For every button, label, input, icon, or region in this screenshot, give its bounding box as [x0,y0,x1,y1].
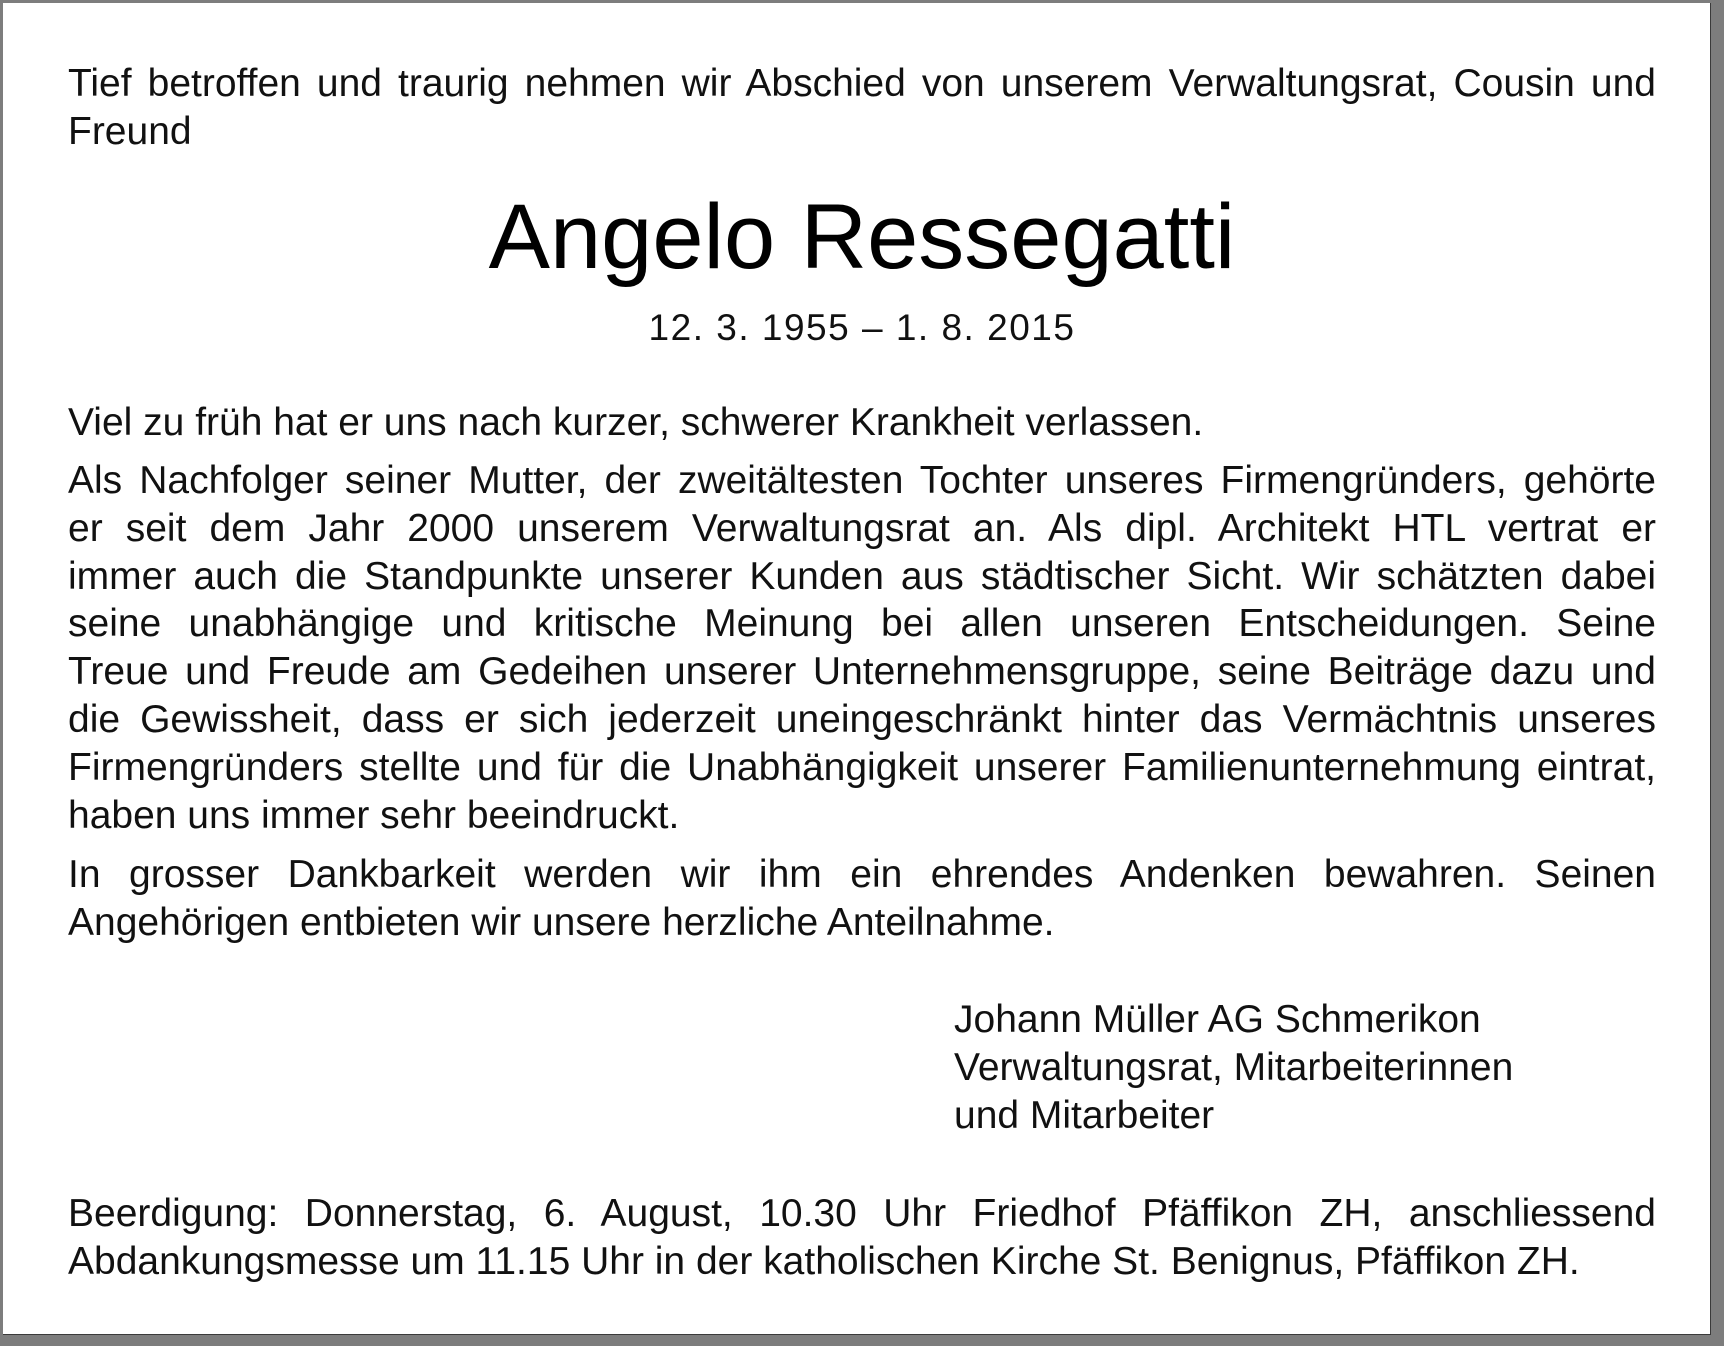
paragraph-line: er seit dem Jahr 2000 unserem Verwaltungsrat an. Als dipl. Architekt HTL vertrat er [68,506,1656,550]
funeral-line: Beerdigung: Donnerstag, 6. August, 10.30 Uhr Friedhof Pfäffikon ZH, anschliessend [68,1192,1656,1235]
obituary-notice [3,3,1711,1335]
intro-paragraph [68,60,1656,156]
signature-line: und Mitarbeiter [954,1093,1215,1137]
paragraph-line: haben uns immer sehr beeindruckt. [68,793,680,837]
paragraph-line: Angehörigen entbieten wir unsere herzliche Anteilnahme. [68,900,1055,944]
paragraph-line: die Gewissheit, dass er sich jederzeit uneingeschränkt hinter das Vermächtnis unseres [68,697,1656,741]
paragraph-line: Viel zu früh hat er uns nach kurzer, schwerer Krankheit verlassen. [68,401,1204,444]
signature-line: Verwaltungsrat, Mitarbeiterinnen [954,1045,1514,1089]
deceased-name: Angelo Ressegatti [488,186,1236,288]
funeral-info [68,1190,1656,1286]
paragraph-line: In grosser Dankbarkeit werden wir ihm ein ehrendes Andenken bewahren. Seinen [68,853,1656,896]
intro-line: Freund [68,109,192,153]
body-paragraph [68,457,1656,839]
paragraph-line: immer auch die Standpunkte unserer Kunden aus städtischer Sicht. Wir schätzten dabei [68,554,1656,598]
body-paragraph [68,399,1656,447]
paragraph-line: Firmengründers stellte und für die Unabhängigkeit unserer Familienunternehmung eintrat, [68,745,1656,789]
paragraph-line: Treue und Freude am Gedeihen unserer Unternehmensgruppe, seine Beiträge dazu und [68,650,1656,694]
paragraph-line: Als Nachfolger seiner Mutter, der zweitältesten Tochter unseres Firmengründers, gehörte [68,459,1656,502]
body-paragraph [68,851,1656,947]
signature-line: Johann Müller AG Schmerikon [954,998,1481,1041]
signature-block [954,996,1654,1139]
intro-line: Tief betroffen und traurig nehmen wir Abschied von unserem Verwaltungsrat, Cousin und [68,62,1656,105]
paragraph-line: seine unabhängige und kritische Meinung bei allen unseren Entscheidungen. Seine [68,602,1656,646]
life-dates: 12. 3. 1955 – 1. 8. 2015 [648,307,1076,348]
funeral-line: Abdankungsmesse um 11.15 Uhr in der katholischen Kirche St. Benignus, Pfäffikon ZH. [68,1239,1580,1283]
